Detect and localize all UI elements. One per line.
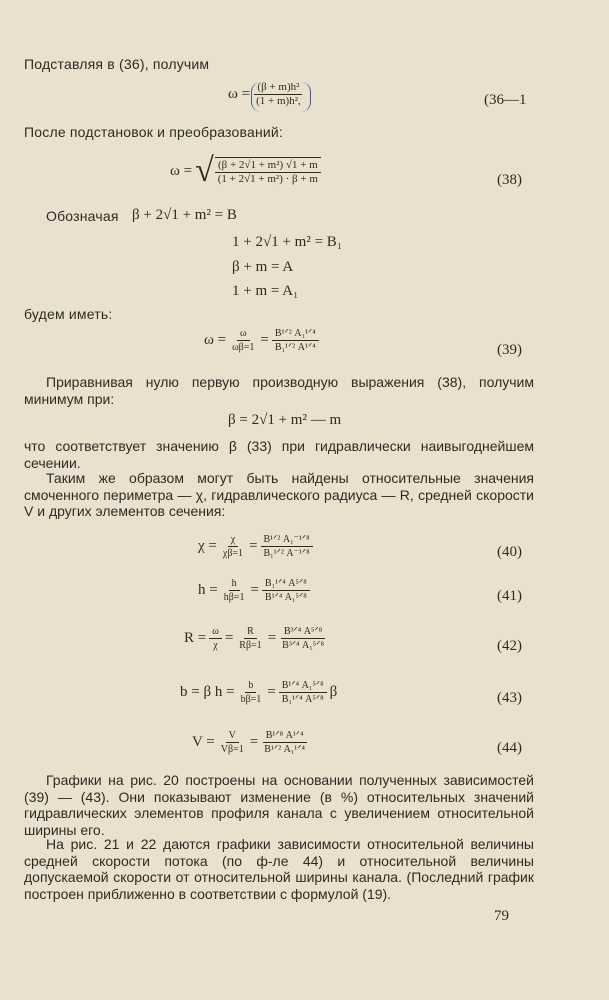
eq43-f2-den: B₁¹ᐟ⁴ A⁵ᐟ⁸ <box>281 694 324 705</box>
eq41-fraction-2 <box>262 578 310 603</box>
eq44-fraction-1 <box>218 730 247 755</box>
eq41-f2-num: B₁¹ᐟ⁴ A⁵ᐟ⁸ <box>262 578 310 591</box>
paragraph-fig21-text: На рис. 21 и 22 даются графики зависимости относительной величины средней скорости потока (по ф-ле 44) и относительной величины допускаемой скорости от относительной ширины канала. (Последний график построен приближенно в соответствии с формулой (19). <box>24 836 534 902</box>
eq41-f1-num: h <box>229 578 240 591</box>
equation-39 <box>204 328 319 353</box>
eq42-number: (42) <box>497 638 522 654</box>
definition-A: β + m = A <box>232 259 294 275</box>
eq39-equals: = <box>260 332 269 348</box>
eq42-f2-num: B³ᐟ⁴ A⁵ᐟ⁸ <box>281 626 325 639</box>
eq44-number: (44) <box>497 740 522 756</box>
paragraph-fig21 <box>24 836 534 902</box>
equation-40 <box>198 534 313 559</box>
paragraph-same-way <box>24 470 534 520</box>
eq42-f0-num: ω <box>209 626 222 639</box>
eq43-f1-den: bβ=1 <box>240 694 262 705</box>
eq36-numerator: (β + m)h² <box>254 82 302 95</box>
eq40-f2-den: B₁¹ᐟ² A⁻¹ᐟ⁸ <box>263 548 310 559</box>
eq36-denominator: (1 + m)h², <box>256 95 301 107</box>
eq43-tail: β <box>329 684 338 700</box>
eq43-fraction-2 <box>279 680 327 705</box>
eq39-f2-num: B¹ᐟ² A₁¹ᐟ⁴ <box>272 328 319 341</box>
eq39-lhs: ω = <box>204 332 227 348</box>
equation-44 <box>192 730 308 755</box>
eq43-number: (43) <box>497 690 522 706</box>
eq43-fraction-1 <box>238 680 265 705</box>
eq42-equals-1: = <box>224 630 234 646</box>
eq41-number: (41) <box>497 588 522 604</box>
eq38-numerator: (β + 2√1 + m²) √1 + m <box>215 160 321 173</box>
eq42-lhs: R = <box>184 630 207 646</box>
paragraph-minimum-text: Приравнивая нулю первую производную выражения (38), получим минимум при: <box>24 374 534 407</box>
eq40-f1-num: χ <box>228 534 238 547</box>
eq38-lhs: ω = <box>170 162 193 179</box>
eq41-f1-den: hβ=1 <box>223 592 245 603</box>
eq39-fraction-2 <box>272 328 319 353</box>
eq43-f2-num: B¹ᐟ⁴ A₁⁵ᐟ⁸ <box>279 680 327 693</box>
eq43-equals: = <box>267 684 276 700</box>
eq40-fraction-1 <box>220 534 246 559</box>
eq41-f2-den: B¹ᐟ⁴ A₁⁵ᐟ⁸ <box>264 592 307 603</box>
eq42-f1-num: R <box>244 626 257 639</box>
eq42-fraction-2 <box>279 626 327 651</box>
eq42-f0-den: χ <box>213 640 218 651</box>
eq40-f2-num: B¹ᐟ² A₁⁻¹ᐟ⁸ <box>261 534 313 547</box>
eq44-lhs: V = <box>192 734 215 750</box>
eq36-number: (36—1 <box>484 92 527 108</box>
eq41-equals: = <box>250 582 259 598</box>
equation-38 <box>170 154 321 188</box>
eq39-number: (39) <box>497 342 522 358</box>
eq39-f1-den: ωβ=1 <box>232 342 255 353</box>
eq38-denominator: (1 + 2√1 + m²) · β + m <box>217 173 318 185</box>
pen-bracket-left <box>251 82 266 112</box>
eq44-f2-den: B¹ᐟ² A₁¹ᐟ⁴ <box>264 744 306 755</box>
eq38-number: (38) <box>497 172 522 188</box>
equation-43 <box>180 680 337 705</box>
paragraph-corresponds-text: что соответствует значению β (33) при гидравлически наивыгоднейшем сечении. <box>24 438 534 471</box>
eq39-f2-den: B₁¹ᐟ² A¹ᐟ⁴ <box>274 342 316 353</box>
definition-A1: 1 + m = A₁ <box>232 283 299 299</box>
eq43-lhs: b = β h = <box>180 684 235 700</box>
eq40-equals: = <box>249 538 258 554</box>
eq41-lhs: h = <box>198 582 218 598</box>
equation-beta-min: β = 2√1 + m² — m <box>228 412 342 428</box>
eq44-f2-num: B¹ᐟ⁸ A¹ᐟ⁴ <box>263 730 307 743</box>
eq42-f1-den: Rβ=1 <box>239 640 262 651</box>
definition-B: β + 2√1 + m² = B <box>132 207 237 223</box>
eq44-fraction-2 <box>261 730 308 755</box>
eq40-lhs: χ = <box>198 538 217 554</box>
eq42-f2-den: B³ᐟ⁴ A₁⁵ᐟ⁸ <box>282 640 324 651</box>
equation-41 <box>198 578 310 603</box>
eq38-fraction <box>215 157 321 185</box>
eq40-number: (40) <box>497 544 522 560</box>
eq44-f1-num: V <box>226 730 239 743</box>
page-number: 79 <box>494 908 509 924</box>
eq40-fraction-2 <box>261 534 313 559</box>
eq38-sqrt-sign: √ <box>195 152 214 189</box>
eq44-f1-den: Vβ=1 <box>220 744 244 755</box>
intro-38: После подстановок и преобразований: <box>24 124 284 140</box>
paragraph-graphs-text: Графики на рис. 20 построены на основании полученных зависимостей (39) — (43). Они показывают изменение (в %) относительных значений гидравлических элементов профиля канала с увеличением относительной ширины его. <box>24 772 534 838</box>
eq40-f1-den: χβ=1 <box>222 548 244 559</box>
eq39-f1-num: ω <box>237 328 250 341</box>
pen-bracket-right <box>300 82 311 112</box>
will-have: будем иметь: <box>24 306 113 322</box>
denote-lead: Обозначая <box>46 208 119 224</box>
paragraph-same-way-text: Таким же образом могут быть найдены относительные значения смоченного периметра — χ, гидравлического радиуса — R, средней скорости V и других элементов сечения: <box>24 470 534 519</box>
eq39-fraction-1 <box>229 328 257 353</box>
paragraph-minimum <box>24 374 534 407</box>
eq42-fraction-1 <box>236 626 264 651</box>
paragraph-graphs <box>24 772 534 838</box>
definition-B1: 1 + 2√1 + m² = B₁ <box>232 234 343 250</box>
paragraph-corresponds <box>24 438 534 471</box>
equation-42 <box>184 626 327 651</box>
eq42-equals-2: = <box>267 630 277 646</box>
eq42-fraction-0 <box>209 626 222 651</box>
eq44-equals: = <box>249 734 259 750</box>
intro-36: Подставляя в (36), получим <box>24 56 210 72</box>
eq36-lhs: ω = <box>228 86 251 102</box>
eq41-fraction-1 <box>221 578 248 603</box>
eq43-f1-num: b <box>245 680 256 693</box>
